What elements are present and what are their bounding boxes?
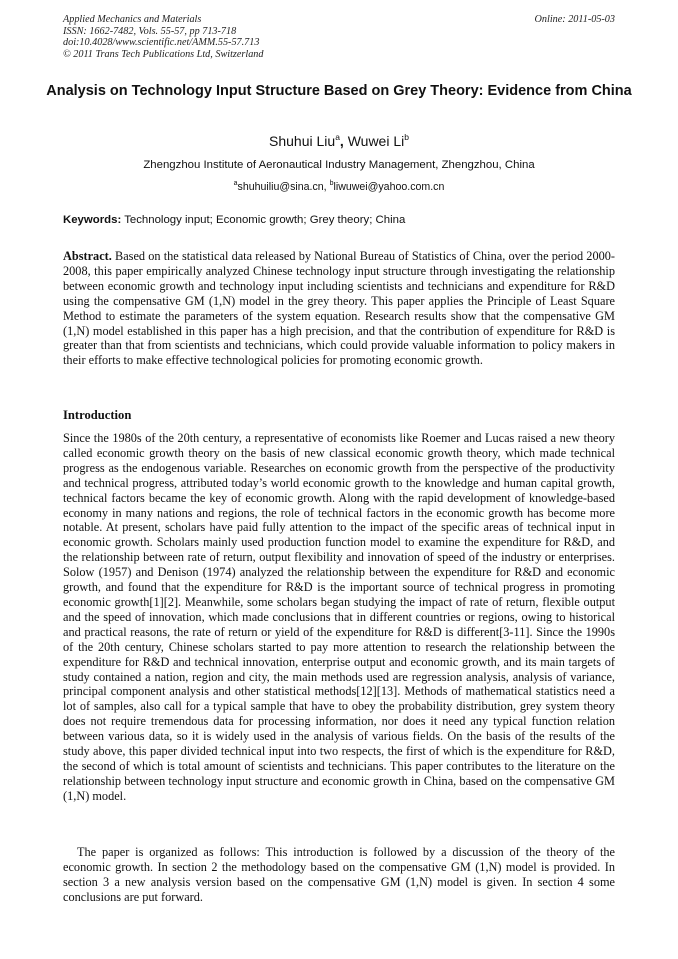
- introduction-heading: Introduction: [63, 408, 132, 422]
- keywords-line: [63, 213, 615, 227]
- email-2: liwuwei@yahoo.com.cn: [333, 181, 445, 193]
- introduction-paragraph-2: The paper is organized as follows: This introduction is followed by a discussion of the theory of the economic growth. In section 2 the methodology based on the compensative GM (1,N) model is provided. In section 3 a new analysis version based on the compensative GM (1,N) model is given. In section 4 some conclusions are put forward.: [63, 845, 615, 904]
- journal-name: Applied Mechanics and Materials: [63, 14, 202, 25]
- author-list: [0, 128, 678, 150]
- author-1-mark: a: [335, 132, 340, 142]
- abstract-paragraph: [63, 249, 615, 368]
- author-1: Shuhui Liu: [269, 133, 336, 149]
- author-separator: ,: [339, 133, 348, 149]
- email-2-mark: b: [329, 180, 334, 187]
- journal-header: [63, 14, 615, 60]
- keywords-text: Technology input; Economic growth; Grey theory; China: [121, 214, 406, 226]
- copyright-line: © 2011 Trans Tech Publications Ltd, Switzerland: [63, 48, 264, 60]
- abstract-label: Abstract.: [63, 249, 112, 263]
- doi-line: doi:10.4028/www.scientific.net/AMM.55-57.713: [63, 37, 260, 49]
- email-1: shuhuiliu@sina.cn,: [237, 181, 330, 193]
- keywords-label: Keywords:: [63, 214, 122, 226]
- online-date: Online: 2011-05-03: [534, 14, 615, 25]
- author-2: Wuwei Li: [347, 133, 405, 149]
- introduction-paragraph-1: Since the 1980s of the 20th century, a representative of economists like Roemer and Lucas raised a new theory called economic growth theory on the basis of new classical economic growth theory, which made technical progress as the endogenous variable. Researches on economic growth from the perspective of the productivity and technical progress, attributed today’s world economic growth to the knowledge and human capital growth, technical factors became the key of economic growth. Along with the rapid development of knowledge-based economy in many nations and regions, the role of technical factors in the economic growth has become more notable. At present, scholars have paid fully attention to the impact of the specific areas of technical input in economic growth. Scholars mainly used production function model to examine the expenditure for R&D, and the relationship between rate of return, output flexibility and innovation of speed of the industry or enterprises. Solow (1957) and Denison (1974) analyzed the relationship between the expenditure for R&D and economic growth, and found that the expenditure for R&D is the important source of technical progress in promoting economic growth[1][2]. Meanwhile, some scholars began studying the impact of rate of return, flexible output and the speed of innovation, which made conclusions that in different countries or regions, owing to historical and practical reasons, the rate of return or yield of the expenditure for R&D is different[3-11]. Since the 1990s of the 20th century, Chinese scholars started to pay more attention to research the relationship between the expenditure for R&D and technical innovation, enterprise output and economic growth, and its main targets of study contained a nation, region and city, the main methods used are regression analysis, analysis of variance, principal component analysis and other statistical methods[12][13]. Methods of mathematical statistics need a lot of samples, also call for a typical sample that have to obey the probability distribution, grey system theory does not require tremendous data for processing information, nor does it need any typical function relation between various data, so it is widely used in the analysis of various fields. On the basis of the results of the study above, this paper divided technical input into two respects, the first of which is the expenditure for R&D, the second of which is total amount of scientists and technicians. This paper contributes to the literature on the relationship between technology input structure and economic growth in China, based on the compensative GM (1,N) model.: [63, 431, 615, 803]
- email-line: [0, 177, 678, 194]
- author-2-mark: b: [404, 132, 409, 142]
- paper-title: Analysis on Technology Input Structure Based on Grey Theory: Evidence from China: [46, 83, 632, 99]
- issn-line: ISSN: 1662-7482, Vols. 55-57, pp 713-718: [63, 25, 237, 37]
- affiliation: Zhengzhou Institute of Aeronautical Industry Management, Zhengzhou, China: [143, 159, 535, 171]
- abstract-text: Based on the statistical data released by National Bureau of Statistics of China, over the period 2000-2008, this paper empirically analyzed Chinese technology input structure through investigating the relationship between economic growth and technology input including scientists and technicians and expenditure for R&D using the compensative GM (1,N) model in the grey theory. This paper applies the Principle of Least Square Method to estimate the parameters of the system equation. Research results show that the compensative GM (1,N) model established in this paper has a high precision, and that the contribution of expenditure for R&D is greater than that from scientists and technicians, which could provide valuable information to policy makers in their efforts to make effective technological policies for promoting economic growth.: [63, 249, 615, 368]
- email-1-mark: a: [233, 180, 238, 187]
